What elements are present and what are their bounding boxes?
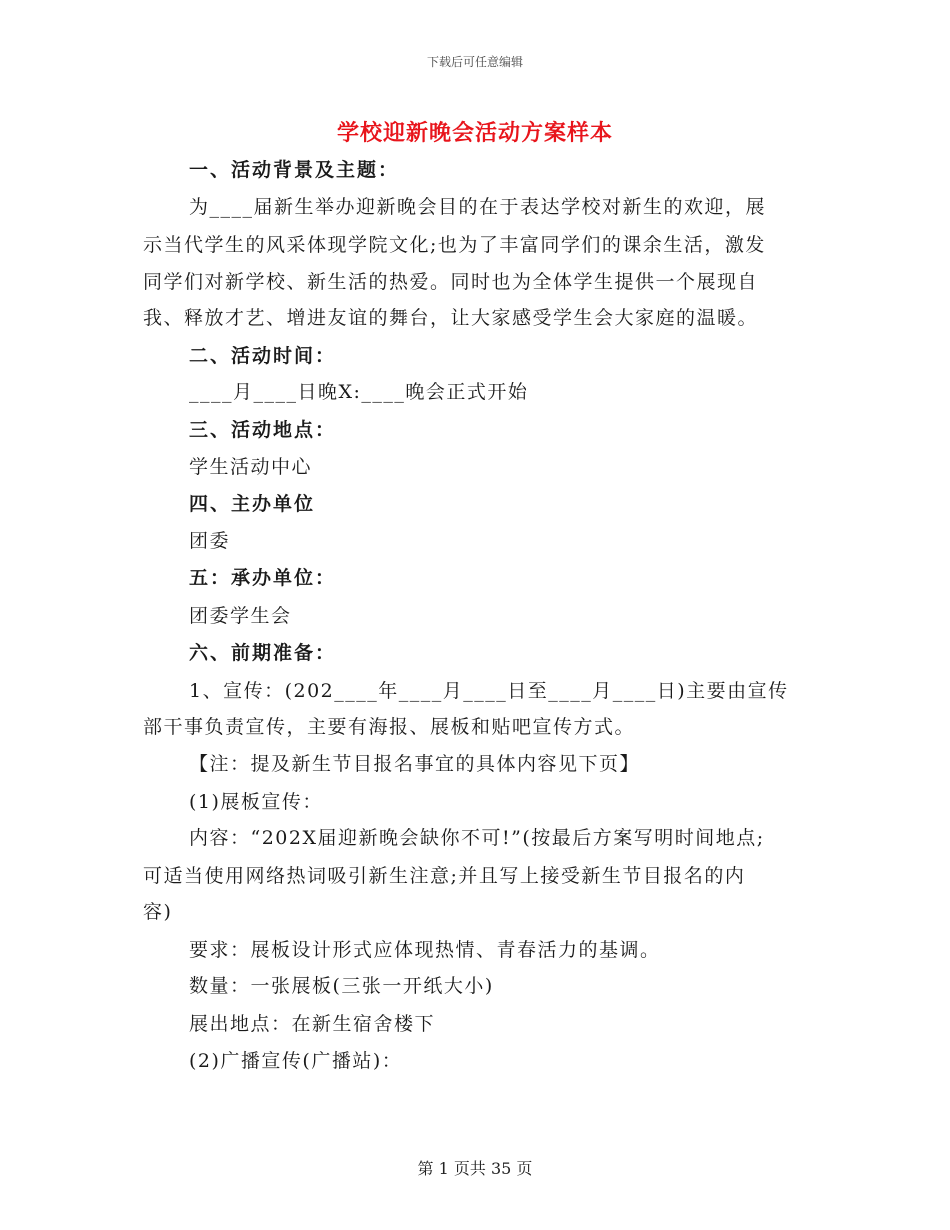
page-footer: 第 1 页共 35 页 <box>417 1159 533 1178</box>
paragraph-line: 为____届新生举办迎新晚会目的在于表达学校对新生的欢迎，展 <box>189 196 767 218</box>
section-heading-location: 三、活动地点： <box>189 419 337 441</box>
paragraph-line: 部干事负责宣传，主要有海报、展板和贴吧宣传方式。 <box>143 716 636 738</box>
paragraph-line: 我、释放才艺、增进友谊的舞台，让大家感受学生会大家庭的温暖。 <box>143 307 759 329</box>
section-heading-background: 一、活动背景及主题： <box>189 159 400 181</box>
paragraph-line: 展出地点：在新生宿舍楼下 <box>189 1013 436 1035</box>
paragraph-line: ____月____日晚X:____晚会正式开始 <box>189 381 529 403</box>
paragraph-line: 内容：“202X届迎新晚会缺你不可!”(按最后方案写明时间地点; <box>189 827 765 849</box>
section-heading-organizer: 四、主办单位 <box>189 493 316 515</box>
paragraph-line: 同学们对新学校、新生活的热爱。同时也为全体学生提供一个展现自 <box>143 271 759 293</box>
paragraph-line: (1)展板宣传： <box>189 791 323 813</box>
paragraph-line: 【注：提及新生节目报名事宜的具体内容见下页】 <box>189 753 641 775</box>
paragraph-line: (2)广播宣传(广播站)： <box>189 1050 403 1072</box>
section-heading-time: 二、活动时间： <box>189 345 337 367</box>
paragraph-line: 团委学生会 <box>189 605 292 627</box>
paragraph-line: 要求：展板设计形式应体现热情、青春活力的基调。 <box>189 939 661 961</box>
section-heading-undertaker: 五：承办单位： <box>189 567 337 589</box>
section-heading-preparation: 六、前期准备： <box>189 642 337 664</box>
paragraph-line: 学生活动中心 <box>189 456 313 478</box>
paragraph-line: 可适当使用网络热词吸引新生注意;并且写上接受新生节目报名的内 <box>143 865 746 887</box>
paragraph-line: 团委 <box>189 530 231 552</box>
paragraph-line: 示当代学生的风采体现学院文化;也为了丰富同学们的课余生活，激发 <box>143 234 766 256</box>
document-title: 学校迎新晚会活动方案样本 <box>336 120 613 146</box>
page-header: 下载后可任意编辑 <box>426 55 523 69</box>
paragraph-line: 1、宣传：(202____年____月____日至____月____日)主要由宣传 <box>189 680 789 702</box>
paragraph-line: 数量：一张展板(三张一开纸大小) <box>189 975 494 997</box>
paragraph-line: 容) <box>143 901 173 923</box>
